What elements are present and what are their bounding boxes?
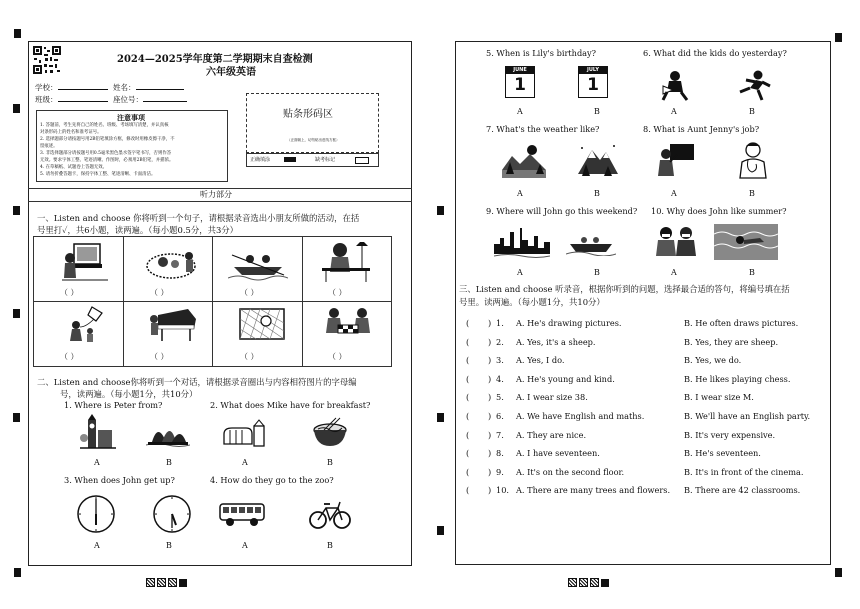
page-marker-right: [568, 572, 609, 591]
exam-subtitle: 六年级英语: [206, 67, 256, 78]
question-8: 8. What is Aunt Jenny's job?: [643, 124, 760, 134]
option-b-label[interactable]: B: [749, 268, 755, 277]
option-a-label[interactable]: A: [517, 189, 523, 198]
option-b-text[interactable]: B. Yes, we do.: [684, 355, 742, 365]
question-9: 9. Where will John go this weekend?: [486, 206, 638, 216]
london-big-ben-picture: [78, 414, 118, 452]
option-b-text[interactable]: B. He's seventeen.: [684, 448, 761, 458]
answer-number: 3.: [496, 355, 504, 365]
answer-number: 9.: [496, 467, 504, 477]
option-a-text[interactable]: A. They are nice.: [516, 430, 587, 440]
fill-legend: [246, 153, 379, 167]
answer-bracket[interactable]: （ ）: [240, 352, 259, 361]
seat-label: 座位号：: [113, 95, 143, 104]
answer-bracket-close: ): [488, 448, 492, 458]
answer-bracket-close: ): [488, 337, 492, 347]
option-a-label[interactable]: A: [671, 107, 677, 116]
sunny-landscape-picture: [502, 142, 546, 178]
registration-mark: [13, 309, 20, 318]
option-b-text[interactable]: B. It's very expensive.: [684, 430, 776, 440]
school-label: 学校：: [35, 83, 58, 92]
notice-line: 4. 在草稿纸、试题卷上答题无效。: [40, 165, 108, 170]
question-7: 7. What's the weather like?: [486, 124, 600, 134]
answer-bracket[interactable]: (: [466, 374, 470, 384]
option-a-text[interactable]: A. Yes, it's a sheep.: [516, 337, 596, 347]
answer-bracket[interactable]: (: [466, 337, 470, 347]
seat-field[interactable]: [113, 94, 187, 105]
calendar-july-icon: [578, 66, 608, 98]
option-a-label[interactable]: A: [94, 458, 100, 467]
option-a-label[interactable]: A: [242, 458, 248, 467]
option-a-label[interactable]: A: [671, 189, 677, 198]
option-a-text[interactable]: A. I wear size 38.: [516, 392, 588, 402]
answer-bracket-close: ): [488, 374, 492, 384]
option-a-label[interactable]: A: [671, 268, 677, 277]
option-a-text[interactable]: A. It's on the second floor.: [516, 467, 625, 477]
option-a-text[interactable]: A. We have English and maths.: [516, 411, 645, 421]
answer-number: 10.: [496, 485, 510, 495]
registration-mark: [437, 206, 444, 215]
answer-bracket-close: ): [488, 392, 492, 402]
bus-icon: [218, 500, 266, 528]
divider: [28, 201, 412, 202]
answer-bracket[interactable]: (: [466, 485, 470, 495]
option-b-label[interactable]: B: [327, 458, 333, 467]
grid-line: [302, 236, 303, 366]
option-a-text[interactable]: A. Yes, I do.: [516, 355, 565, 365]
option-a-label[interactable]: A: [517, 268, 523, 277]
qr-code-icon: [32, 45, 62, 75]
calendar-june-icon: [505, 66, 535, 98]
answer-bracket-close: ): [488, 467, 492, 477]
registration-mark: [13, 413, 20, 422]
city-skyline-picture: [494, 226, 550, 258]
option-a-label[interactable]: A: [242, 541, 248, 550]
option-b-text[interactable]: B. It's in front of the cinema.: [684, 467, 804, 477]
answer-bracket[interactable]: (: [466, 392, 470, 402]
notice-line: 5. 请勿折叠答题卡，保持字体工整、笔迹清晰、卡面清洁。: [40, 172, 156, 177]
answer-bracket[interactable]: (: [466, 448, 470, 458]
answer-bracket[interactable]: (: [466, 411, 470, 421]
flying-kite-picture: [64, 305, 110, 345]
option-b-label[interactable]: B: [327, 541, 333, 550]
answer-bracket-close: ): [488, 430, 492, 440]
doctor-picture: [734, 140, 772, 180]
answer-number: 7.: [496, 430, 504, 440]
answer-bracket-close: ): [488, 485, 492, 495]
calendar-month: JUNE: [506, 67, 534, 74]
registration-mark: [835, 568, 842, 577]
name-field[interactable]: [113, 82, 184, 93]
option-b-text[interactable]: B. He likes playing chess.: [684, 374, 791, 384]
question-2: 2. What does Mike have for breakfast?: [210, 400, 371, 410]
class-field[interactable]: [35, 94, 108, 105]
part3-instruction: 号里。读两遍。（每小题1分，共10分）: [459, 297, 605, 307]
option-a-label[interactable]: A: [94, 541, 100, 550]
question-3: 3. When does John get up?: [64, 475, 175, 485]
answer-bracket[interactable]: (: [466, 430, 470, 440]
answer-bracket[interactable]: （ ）: [150, 352, 169, 361]
zoo-animals-picture: [143, 242, 199, 282]
answer-number: 1.: [496, 318, 504, 328]
playing-piano-picture: [148, 305, 202, 345]
answer-number: 5.: [496, 392, 504, 402]
question-5: 5. When is Lily's birthday?: [486, 48, 597, 58]
name-label: 姓名：: [113, 83, 136, 92]
playing-chess-picture: [322, 303, 376, 345]
notice-heading: 注意事项: [117, 113, 145, 122]
section-heading: 听力部分: [200, 190, 232, 199]
option-a-text[interactable]: A. He's drawing pictures.: [516, 318, 622, 328]
question-1: 1. Where is Peter from?: [64, 400, 163, 410]
answer-bracket[interactable]: (: [466, 467, 470, 477]
answer-number: 4.: [496, 374, 504, 384]
swimming-picture: [714, 224, 778, 260]
option-b-label[interactable]: B: [749, 107, 755, 116]
option-b-label[interactable]: B: [166, 541, 172, 550]
notice-line: 留痕迹。: [40, 144, 58, 149]
boat-trip-picture: [566, 230, 616, 256]
answer-bracket[interactable]: (: [466, 355, 470, 365]
absent-checkbox[interactable]: [355, 157, 369, 164]
barcode-area: [246, 93, 379, 153]
grid-line: [212, 236, 213, 366]
calendar-day: 1: [587, 75, 599, 95]
answer-number: 8.: [496, 448, 504, 458]
part1-instruction: 一、Listen and choose 你将听到一个句子，请根据录音选出小朋友所做的活动，在括: [37, 213, 360, 223]
question-10: 10. Why does John like summer?: [651, 206, 787, 216]
page-marker-left: [146, 572, 187, 591]
registration-mark: [437, 413, 444, 422]
bread-and-milk-picture: [222, 418, 266, 450]
kids-with-masks-picture: [654, 224, 700, 258]
rowing-boat-picture: [228, 245, 288, 281]
class-label: 班级：: [35, 95, 58, 104]
running-kid-picture: [736, 70, 772, 102]
notice-line: 2. 选择题部分请按题号用2B铅笔填涂方框，修改时用橡皮擦干净，不: [40, 137, 175, 142]
notice-line: 无效。要求字体工整、笔迹清晰。作图时，必须用2B铅笔，并描浓。: [40, 158, 174, 163]
option-a-text[interactable]: A. He's young and kind.: [516, 374, 615, 384]
option-a-label[interactable]: A: [517, 107, 523, 116]
notice-lines: [40, 122, 225, 178]
barcode-note: （正面朝上，切勿贴出虚线方框）: [287, 138, 340, 142]
answer-bracket-close: ): [488, 355, 492, 365]
part2-instruction: 号，读两遍。（每小题1分，共10分）: [60, 389, 198, 399]
option-b-label[interactable]: B: [594, 268, 600, 277]
snowy-mountain-picture: [576, 142, 620, 178]
registration-mark: [437, 526, 444, 535]
absent-label: 缺考标记: [315, 157, 336, 163]
part1-instruction: 号里打✓，共6小题，读两遍。（每小题0.5分，共3分）: [37, 225, 239, 235]
noodles-bowl-picture: [312, 416, 348, 450]
teacher-picture: [656, 142, 696, 178]
answer-bracket[interactable]: （ ）: [60, 288, 79, 297]
answer-bracket[interactable]: （ ）: [60, 352, 79, 361]
school-field[interactable]: [35, 82, 108, 93]
option-a-text[interactable]: A. There are many trees and flowers.: [516, 485, 671, 495]
option-b-label[interactable]: B: [749, 189, 755, 198]
registration-mark: [14, 29, 21, 38]
watching-tv-picture: [60, 240, 112, 284]
registration-mark: [835, 33, 842, 42]
question-6: 6. What did the kids do yesterday?: [643, 48, 787, 58]
bike-icon: [308, 498, 352, 530]
registration-mark: [13, 104, 20, 113]
reading-desk-picture: [318, 240, 374, 284]
reading-kid-picture: [657, 70, 691, 102]
correct-fill-label: 正确填涂: [250, 157, 271, 163]
answer-number: 2.: [496, 337, 504, 347]
sydney-opera-house-picture: [146, 418, 190, 450]
answer-bracket[interactable]: （ ）: [150, 288, 169, 297]
answer-bracket[interactable]: （ ）: [328, 288, 347, 297]
notice-line: 3. 非选择题部分请按题号用0.5毫米黑色墨水签字笔书写，否则作答: [40, 151, 172, 156]
calendar-month: JULY: [579, 67, 607, 74]
answer-bracket[interactable]: （ ）: [240, 288, 259, 297]
option-b-text[interactable]: B. There are 42 classrooms.: [684, 485, 801, 495]
notice-line: 1. 答题前，考生先将自己的姓名、班级、考场填写清楚，并认真核: [40, 123, 169, 128]
clock-icon: [76, 494, 116, 534]
option-b-text[interactable]: B. We'll have an English party.: [684, 411, 811, 421]
calendar-day: 1: [514, 75, 526, 95]
part2-instruction: 二、Listen and choose你将听到一个对话，请根据录音圈出与内容相符图片的字母编: [37, 377, 357, 387]
notice-box: [36, 110, 228, 182]
barcode-title: 贴条形码区: [283, 109, 333, 120]
part3-instruction: 三、Listen and choose 听录音，根据你听到的问题，选择最合适的答句，将编号填在括: [459, 284, 790, 294]
grid-line: [123, 236, 124, 366]
option-b-text[interactable]: B. I wear size M.: [684, 392, 754, 402]
playing-football-picture: [236, 303, 288, 345]
registration-mark: [14, 568, 21, 577]
notice-line: 对条形码上的姓名和准考证号。: [40, 130, 102, 135]
clock-icon: [152, 494, 192, 534]
correct-fill-mark: [284, 157, 296, 162]
option-b-text[interactable]: B. He often draws pictures.: [684, 318, 799, 328]
answer-bracket[interactable]: （ ）: [328, 352, 347, 361]
answer-bracket[interactable]: (: [466, 318, 470, 328]
answer-bracket-close: ): [488, 411, 492, 421]
registration-mark: [13, 206, 20, 215]
option-b-label[interactable]: B: [166, 458, 172, 467]
answer-number: 6.: [496, 411, 504, 421]
option-b-label[interactable]: B: [594, 189, 600, 198]
option-b-label[interactable]: B: [594, 107, 600, 116]
option-b-text[interactable]: B. Yes, they are sheep.: [684, 337, 779, 347]
option-a-text[interactable]: A. I have seventeen.: [516, 448, 600, 458]
exam-title: 2024—2025学年度第二学期期末自查检测: [117, 54, 313, 65]
question-4: 4. How do they go to the zoo?: [210, 475, 334, 485]
answer-bracket-close: ): [488, 318, 492, 328]
